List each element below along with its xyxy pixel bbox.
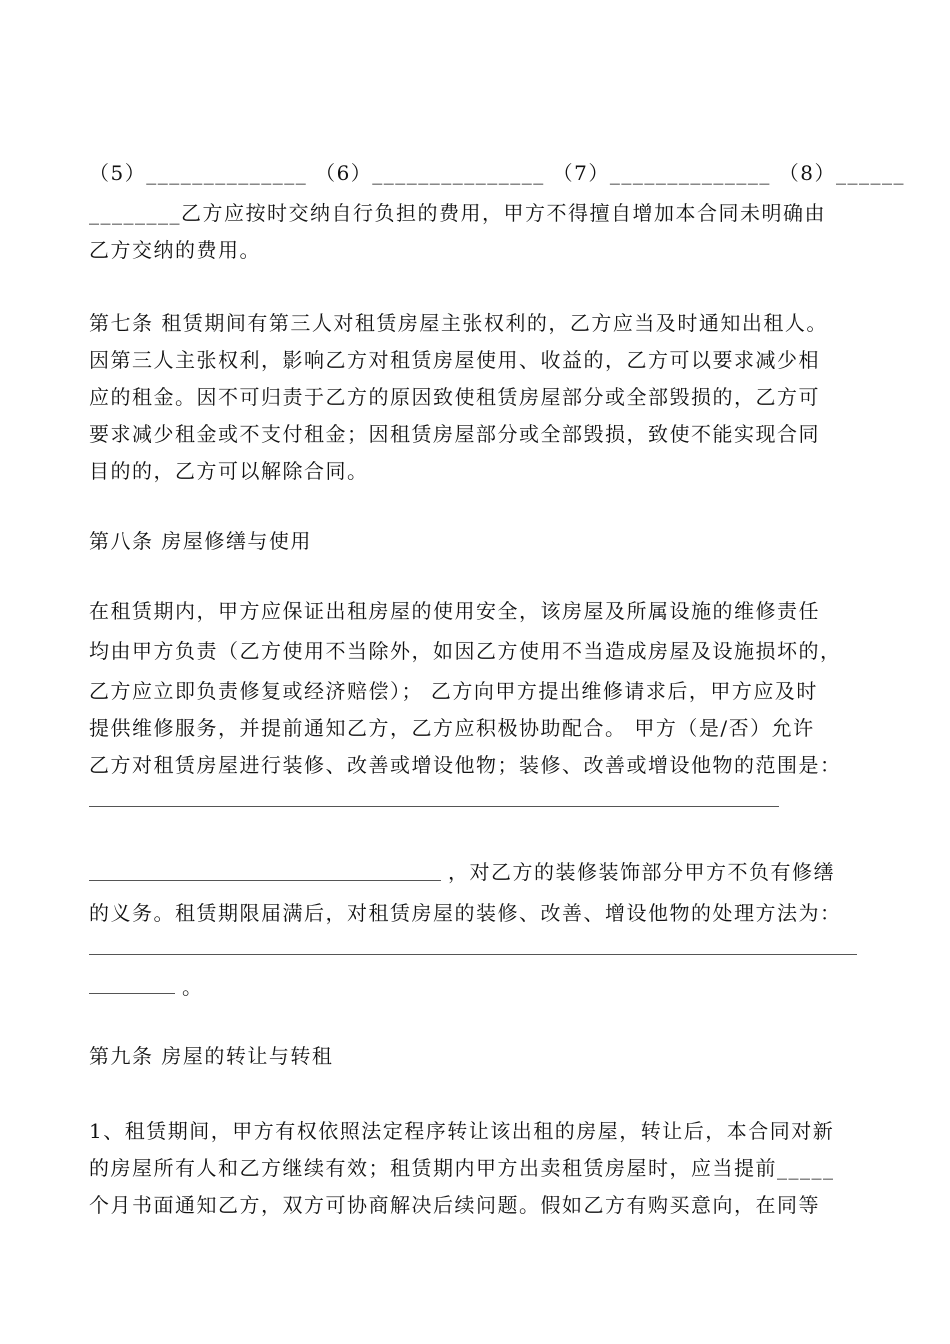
- article8-line8: 。: [182, 975, 204, 999]
- fee-payment-line-end: 乙方交纳的费用。: [89, 238, 261, 262]
- article9-line3: 个月书面通知乙方，双方可协商解决后续问题。假如乙方有购买意向，在同等: [89, 1193, 820, 1217]
- article8-line6: ，对乙方的装修装饰部分甲方不负有修缮: [448, 860, 835, 884]
- article8-line5: 乙方对租赁房屋进行装修、改善或增设他物；装修、改善或增设他物的范围是：: [89, 753, 842, 777]
- fill-in-blank-line: [89, 954, 857, 955]
- fee-items-line: （5）______________ （6）_______________ （7）______________ （8）______: [89, 161, 905, 185]
- article8-line4: 提供维修服务，并提前通知乙方，乙方应积极协助配合。 甲方（是/否）允许: [89, 716, 815, 740]
- article7-line2: 因第三人主张权利，影响乙方对租赁房屋使用、收益的，乙方可以要求减少相: [89, 348, 820, 372]
- article9-line1: 1、租赁期间，甲方有权依照法定程序转让该出租的房屋，转让后，本合同对新: [89, 1119, 835, 1143]
- article7-line4: 要求减少租金或不支付租金；因租赁房屋部分或全部毁损，致使不能实现合同: [89, 422, 820, 446]
- article8-heading: 第八条 房屋修缮与使用: [89, 529, 312, 553]
- article7-line5: 目的的，乙方可以解除合同。: [89, 459, 369, 483]
- article8-line3: 乙方应立即负责修复或经济赔偿）； 乙方向甲方提出维修请求后，甲方应及时: [89, 679, 818, 703]
- fill-in-blank-line: [89, 806, 779, 807]
- article9-heading: 第九条 房屋的转让与转租: [89, 1044, 334, 1068]
- article7-line3: 应的租金。因不可归责于乙方的原因致使租赁房屋部分或全部毁损的，乙方可: [89, 385, 820, 409]
- article7-line1: 第七条 租赁期间有第三人对租赁房屋主张权利的，乙方应当及时通知出租人。: [89, 311, 828, 335]
- fill-in-blank-line: [89, 993, 175, 994]
- fee-payment-line: ________乙方应按时交纳自行负担的费用，甲方不得擅自增加本合同未明确由: [89, 201, 826, 225]
- article8-line7: 的义务。租赁期限届满后，对租赁房屋的装修、改善、增设他物的处理方法为：: [89, 901, 842, 925]
- article8-line2: 均由甲方负责（乙方使用不当除外，如因乙方使用不当造成房屋及设施损坏的，: [89, 639, 842, 663]
- fill-in-blank-line: [89, 880, 441, 881]
- article9-line2: 的房屋所有人和乙方继续有效；租赁期内甲方出卖租赁房屋时，应当提前_____: [89, 1156, 835, 1180]
- article8-line1: 在租赁期内，甲方应保证出租房屋的使用安全，该房屋及所属设施的维修责任: [89, 599, 820, 623]
